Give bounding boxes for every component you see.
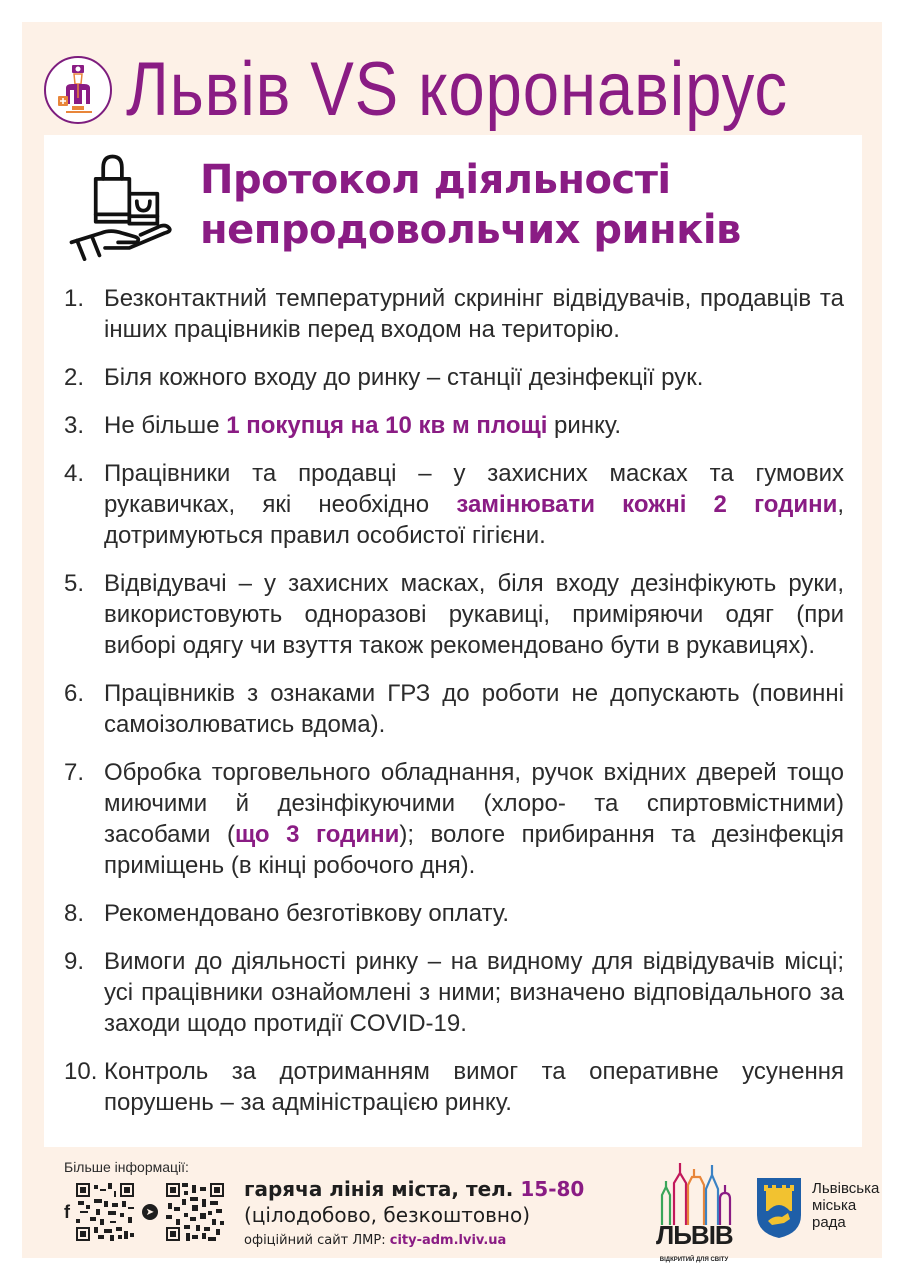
- lviv-brand-word: ЛЬВІВ: [656, 1220, 733, 1250]
- list-item: [64, 283, 844, 345]
- telegram-icon[interactable]: ➤: [142, 1204, 158, 1220]
- item-text: Рекомендовано безготівкову оплату.: [104, 900, 510, 927]
- protocol-heading: [64, 149, 741, 261]
- list-item: [64, 458, 844, 551]
- lviv-city-logo: [656, 1159, 732, 1267]
- hotline-note: (цілодобово, безкоштовно): [244, 1203, 531, 1227]
- lviv-brand-tagline: ВІДКРИТИЙ ДЛЯ СВІТУ: [659, 1257, 729, 1263]
- facebook-qr-code[interactable]: [76, 1183, 134, 1241]
- item-text: Контроль за дотриманням вимог та оперативне усунення порушень – за адміністрацією ринку.: [104, 1058, 844, 1116]
- social-links: [64, 1183, 224, 1241]
- item-number: 7.: [64, 759, 85, 786]
- item-number: 10.: [64, 1058, 98, 1085]
- protocol-title-line1: Протокол діяльності: [200, 157, 671, 203]
- item-number: 8.: [64, 900, 85, 927]
- site-title: Львів VS коронавірус: [126, 47, 788, 132]
- poster-frame: [22, 22, 882, 1263]
- more-info-label: Більше інформації:: [64, 1159, 189, 1175]
- item-text: Біля кожного входу до ринку – станції дезінфекції рук.: [104, 364, 704, 391]
- item-text: Вимоги до діяльності ринку – на видному для відвідувачів місці; усі працівники ознайомлені з ними; визначено відповідального за заходи щодо протидії COVID-19.: [104, 948, 844, 1037]
- list-item: [64, 678, 844, 740]
- item-number: 3.: [64, 412, 85, 439]
- list-item: [64, 568, 844, 661]
- protocol-title: [200, 155, 741, 255]
- lviv-towers-icon: [656, 1159, 732, 1227]
- highlight: що 3 години: [234, 821, 400, 848]
- highlight: замінювати кожні 2 години: [456, 491, 838, 518]
- facebook-icon[interactable]: f: [64, 1201, 70, 1222]
- protocol-card: [44, 135, 862, 1147]
- protocol-list: [64, 283, 844, 1135]
- shopping-bags-hand-icon: [64, 149, 176, 261]
- hotline-number[interactable]: 15-80: [520, 1177, 585, 1201]
- item-text: Працівники та продавці – у захисних масках та гумових рукавичках, які необхідно замінювати кожні 2 години, дотримуються правил особистої гігієни.: [104, 460, 844, 549]
- doctor-emblem-icon: [44, 56, 112, 124]
- item-text: Відвідувачі – у захисних масках, біля входу дезінфікують руки, використовують одноразові рукавиці, приміряючи одяг (при виборі одягу чи взуття також рекомендовано бути в рукавицях).: [104, 570, 844, 659]
- item-text: Не більше 1 покупця на 10 кв м площі ринку.: [104, 412, 622, 439]
- official-site-link[interactable]: city-adm.lviv.ua: [389, 1233, 507, 1248]
- hotline-block: [244, 1177, 584, 1248]
- item-text: Працівників з ознаками ГРЗ до роботи не допускають (повинні самоізолюватись вдома).: [104, 680, 844, 738]
- telegram-qr-code[interactable]: [166, 1183, 224, 1241]
- highlight: 1 покупця на 10 кв м площі: [226, 412, 548, 439]
- list-item: [64, 410, 844, 441]
- city-council-label: Львівська міська рада: [812, 1180, 880, 1231]
- item-number: 2.: [64, 364, 85, 391]
- item-text: Безконтактний температурний скринінг відвідувачів, продавців та інших працівників перед входом на територію.: [104, 285, 844, 343]
- protocol-title-line2: непродовольчих ринків: [200, 207, 741, 253]
- poster-footer: [44, 1147, 880, 1280]
- official-site-line: офіційний сайт ЛМР: city-adm.lviv.ua: [244, 1233, 507, 1248]
- list-item: [64, 1056, 844, 1118]
- list-item: [64, 946, 844, 1039]
- item-number: 5.: [64, 570, 85, 597]
- item-number: 1.: [64, 285, 85, 312]
- hotline-line: гаряча лінія міста, тел. 15-80: [244, 1177, 585, 1201]
- item-number: 6.: [64, 680, 85, 707]
- lviv-coat-of-arms-icon: [756, 1177, 802, 1239]
- item-number: 4.: [64, 460, 85, 487]
- list-item: [64, 898, 844, 929]
- list-item: [64, 757, 844, 881]
- list-item: [64, 362, 844, 393]
- item-text: Обробка торговельного обладнання, ручок вхідних дверей тощо миючими й дезінфікуючими (хлоро- та спиртовмістними) засобами (що 3 години); вологе прибирання та дезінфекція приміщень (в кінці робочого дня).: [104, 759, 844, 879]
- item-number: 9.: [64, 948, 85, 975]
- poster-header: [44, 40, 896, 140]
